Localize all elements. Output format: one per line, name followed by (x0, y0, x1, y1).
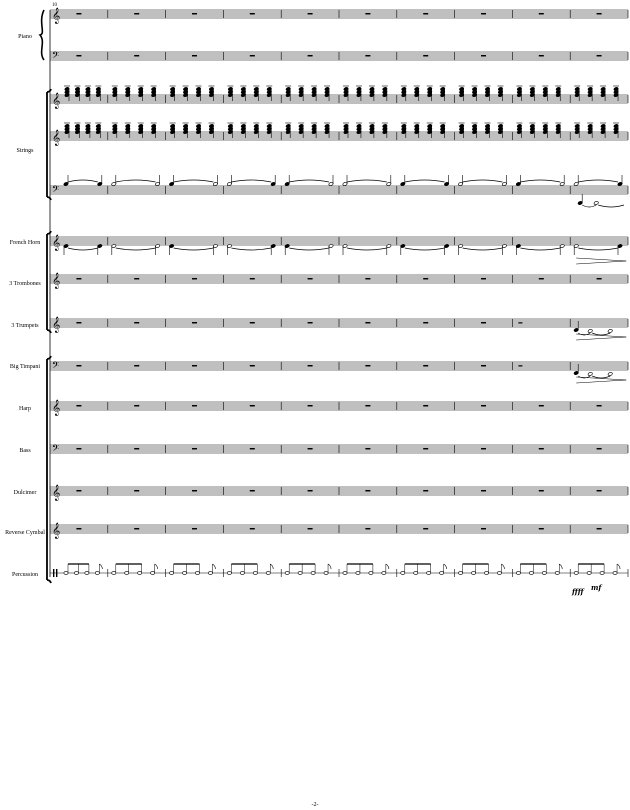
tie (347, 180, 387, 182)
whole-rest (192, 13, 197, 15)
whole-rest (423, 365, 428, 367)
whole-rest (597, 55, 602, 57)
tie (347, 248, 387, 250)
instrument-label-reverse-cymbal: Reverse Cymbal (5, 530, 45, 536)
strings-bracket (47, 89, 51, 200)
svg-text:𝄞: 𝄞 (52, 400, 61, 416)
tie (405, 180, 445, 182)
staves (50, 8, 628, 577)
bass-clef-icon (52, 443, 59, 456)
staff-trumpets (50, 317, 628, 333)
svg-text:𝄞: 𝄞 (52, 523, 61, 539)
whole-rest (192, 405, 197, 407)
whole-rest (481, 405, 486, 407)
svg-text:𝄞: 𝄞 (52, 485, 61, 501)
whole-rest (192, 322, 197, 324)
whole-rest (539, 448, 544, 450)
percussion-note (138, 572, 142, 575)
whole-rest (365, 278, 370, 280)
whole-rest (192, 448, 197, 450)
eighth-flag (270, 564, 273, 569)
whole-rest (308, 448, 313, 450)
whole-rest (423, 278, 428, 280)
percussion-note (151, 572, 155, 575)
measure-number: 10 (52, 3, 57, 8)
percussion-note (240, 572, 244, 575)
instrument-label-piano-treble: Piano (18, 34, 32, 40)
whole-rest (423, 405, 428, 407)
percussion-note (382, 572, 386, 575)
instrument-label-harp: Harp (19, 406, 31, 412)
whole-rest (539, 528, 544, 530)
whole-rest (134, 365, 139, 367)
eighth-flag (501, 564, 504, 569)
half-rest (518, 365, 522, 366)
whole-rest (423, 322, 428, 324)
whole-rest (423, 13, 428, 15)
brass-bracket (47, 231, 51, 333)
eighth-flag (386, 564, 389, 569)
staff-strings-3 (50, 184, 628, 197)
whole-rest (481, 322, 486, 324)
instrument-label-percussion: Percussion (12, 572, 38, 578)
whole-rest (134, 528, 139, 530)
whole-rest (134, 55, 139, 57)
piano-brace (40, 10, 44, 60)
svg-text:𝄞: 𝄞 (52, 235, 61, 251)
staff-strings-1 (50, 93, 628, 109)
whole-rest (250, 490, 255, 492)
instrument-label-strings-2: Strings (16, 148, 34, 154)
music-timpani (76, 364, 626, 383)
percussion-note (587, 572, 591, 575)
percussion-note (613, 572, 617, 575)
whole-rest (76, 365, 81, 367)
whole-rest (597, 490, 602, 492)
whole-rest (76, 13, 81, 15)
whole-rest (423, 55, 428, 57)
whole-rest (597, 528, 602, 530)
eighth-flag (617, 564, 620, 569)
percussion-note (484, 572, 488, 575)
percussion-note (182, 572, 186, 575)
whole-rest (308, 278, 313, 280)
percussion-note (600, 572, 604, 575)
whole-rest (76, 490, 81, 492)
lower-bracket (47, 356, 51, 583)
bass-clef-icon (52, 50, 59, 63)
staff-trombones (50, 273, 628, 289)
percussion-note (574, 572, 578, 575)
svg-text:𝄢: 𝄢 (52, 50, 60, 63)
bass-clef-icon (52, 360, 59, 373)
whole-rest (192, 278, 197, 280)
tie (592, 376, 610, 378)
svg-text:𝄢: 𝄢 (52, 443, 60, 456)
staff-strings-2 (50, 130, 628, 146)
percussion-note (208, 572, 212, 575)
tie (231, 248, 271, 250)
tie (116, 248, 156, 250)
whole-rest (192, 528, 197, 530)
tie (578, 248, 618, 250)
whole-rest (134, 405, 139, 407)
whole-rest (481, 528, 486, 530)
whole-rest (481, 490, 486, 492)
percussion-note (74, 572, 78, 575)
whole-rest (134, 490, 139, 492)
whole-rest (597, 278, 602, 280)
whole-rest (481, 55, 486, 57)
treble-clef-icon (52, 93, 60, 109)
whole-rest (423, 448, 428, 450)
whole-rest (134, 322, 139, 324)
percussion-note (170, 572, 174, 575)
whole-rest (308, 365, 313, 367)
whole-rest (192, 365, 197, 367)
whole-rest (250, 528, 255, 530)
whole-rest (250, 405, 255, 407)
percussion-note (195, 572, 199, 575)
page-number: -2- (311, 802, 319, 808)
notehead (588, 372, 593, 376)
whole-rest (76, 278, 81, 280)
whole-rest (539, 55, 544, 57)
staff-piano-treble (50, 8, 628, 24)
whole-rest (250, 55, 255, 57)
percussion-note (440, 572, 444, 575)
eighth-flag (99, 564, 102, 569)
staff-dulcimer (50, 485, 628, 501)
tie (68, 180, 98, 182)
notehead (588, 329, 593, 333)
instrument-label-bass: Bass (19, 448, 31, 454)
whole-rest (134, 13, 139, 15)
percussion-note (555, 572, 559, 575)
percussion-note (266, 572, 270, 575)
whole-rest (365, 55, 370, 57)
whole-rest (76, 405, 81, 407)
percussion-note (497, 572, 501, 575)
notehead (608, 372, 613, 376)
notehead (608, 329, 613, 333)
treble-clef-icon (52, 317, 60, 333)
tie (520, 180, 560, 182)
whole-rest (308, 55, 313, 57)
percussion-note (324, 572, 328, 575)
percussion-note (516, 572, 520, 575)
half-rest (518, 322, 522, 323)
treble-clef-icon (52, 273, 60, 289)
percussion-note (227, 572, 231, 575)
whole-rest (250, 448, 255, 450)
tie (231, 180, 271, 182)
treble-clef-icon (52, 400, 60, 416)
svg-text:𝄞: 𝄞 (52, 317, 61, 333)
whole-rest (365, 13, 370, 15)
whole-rest (365, 448, 370, 450)
treble-clef-icon (52, 235, 60, 251)
percussion-note (95, 572, 99, 575)
tie (68, 248, 98, 250)
percussion-note (285, 572, 289, 575)
percussion-note (85, 572, 89, 575)
treble-clef-icon (52, 130, 60, 146)
whole-rest (134, 278, 139, 280)
whole-rest (539, 490, 544, 492)
whole-rest (76, 322, 81, 324)
percussion-note (414, 572, 418, 575)
instrument-label-dulcimer: Dulcimer (13, 490, 37, 496)
percussion-note (542, 572, 546, 575)
percussion-note (529, 572, 533, 575)
whole-rest (134, 448, 139, 450)
tie (463, 180, 503, 182)
staff-percussion (50, 569, 628, 577)
svg-text:𝄞: 𝄞 (52, 130, 61, 146)
tie (405, 248, 445, 250)
whole-rest (250, 322, 255, 324)
tie (592, 333, 610, 335)
svg-text:𝄢: 𝄢 (52, 184, 60, 197)
svg-text:𝄢: 𝄢 (52, 360, 60, 373)
percussion-note (311, 572, 315, 575)
percussion-note (64, 572, 68, 575)
instrument-labels (5, 34, 45, 578)
whole-rest (250, 13, 255, 15)
whole-rest (597, 448, 602, 450)
tie (174, 248, 214, 250)
whole-rest (365, 365, 370, 367)
svg-text:𝄞: 𝄞 (52, 93, 61, 109)
eighth-flag (444, 564, 447, 569)
whole-rest (597, 405, 602, 407)
tie (116, 180, 156, 182)
whole-rest (76, 55, 81, 57)
tie (174, 180, 214, 182)
eighth-flag (155, 564, 158, 569)
whole-rest (481, 278, 486, 280)
eighth-flag (212, 564, 215, 569)
whole-rest (192, 490, 197, 492)
tie (289, 180, 329, 182)
music-trumpets (76, 321, 626, 340)
notehead (594, 201, 599, 205)
dynamic-mf: mf (591, 583, 602, 592)
percussion-note (401, 572, 405, 575)
whole-rest (423, 490, 428, 492)
crescendo-hairpin (576, 258, 626, 264)
whole-rest (250, 365, 255, 367)
system-brackets (40, 10, 51, 583)
whole-rest (365, 528, 370, 530)
instrument-label-timpani: Big Timpani (9, 364, 41, 370)
instrument-label-trombones: 3 Trombones (9, 281, 41, 287)
whole-rest (308, 528, 313, 530)
treble-clef-icon (52, 485, 60, 501)
instrument-label-french-horn: French Horn (9, 240, 41, 246)
staff-reverse-cymbal (50, 523, 628, 539)
whole-rest (481, 13, 486, 15)
whole-rest (308, 13, 313, 15)
whole-rest (539, 13, 544, 15)
tie (578, 180, 618, 182)
tie (520, 248, 560, 250)
percussion-note (298, 572, 302, 575)
eighth-flag (559, 564, 562, 569)
percussion-note (253, 572, 257, 575)
whole-rest (76, 448, 81, 450)
dynamic-ffff: ffff (572, 587, 584, 596)
percussion-note (427, 572, 431, 575)
whole-rest (365, 405, 370, 407)
percussion-note (459, 572, 463, 575)
percussion-note (343, 572, 347, 575)
tie (289, 248, 329, 250)
eighth-flag (328, 564, 331, 569)
whole-rest (365, 490, 370, 492)
whole-rest (308, 405, 313, 407)
instrument-label-trumpets: 3 Trumpets (11, 323, 39, 329)
staff-french-horn (50, 235, 628, 251)
whole-rest (539, 278, 544, 280)
treble-clef-icon (52, 523, 60, 539)
tie (582, 205, 596, 207)
svg-text:𝄞: 𝄞 (52, 273, 61, 289)
staff-harp (50, 400, 628, 416)
whole-rest (308, 322, 313, 324)
whole-rest (308, 490, 313, 492)
whole-rest (481, 448, 486, 450)
whole-rest (76, 528, 81, 530)
whole-rest (597, 13, 602, 15)
percussion-note (369, 572, 373, 575)
percussion-note (471, 572, 475, 575)
percussion-note (112, 572, 116, 575)
whole-rest (365, 322, 370, 324)
bass-clef-icon (52, 184, 59, 197)
whole-rest (481, 365, 486, 367)
music-french-horn (63, 244, 626, 264)
percussion-note (356, 572, 360, 575)
treble-clef-icon (52, 8, 60, 24)
svg-text:𝄞: 𝄞 (52, 8, 61, 24)
percussion-note (125, 572, 129, 575)
music-strings-3 (63, 175, 624, 207)
tie (463, 248, 503, 250)
whole-rest (250, 278, 255, 280)
whole-rest (423, 528, 428, 530)
tie (598, 205, 624, 207)
whole-rest (539, 405, 544, 407)
whole-rest (192, 55, 197, 57)
